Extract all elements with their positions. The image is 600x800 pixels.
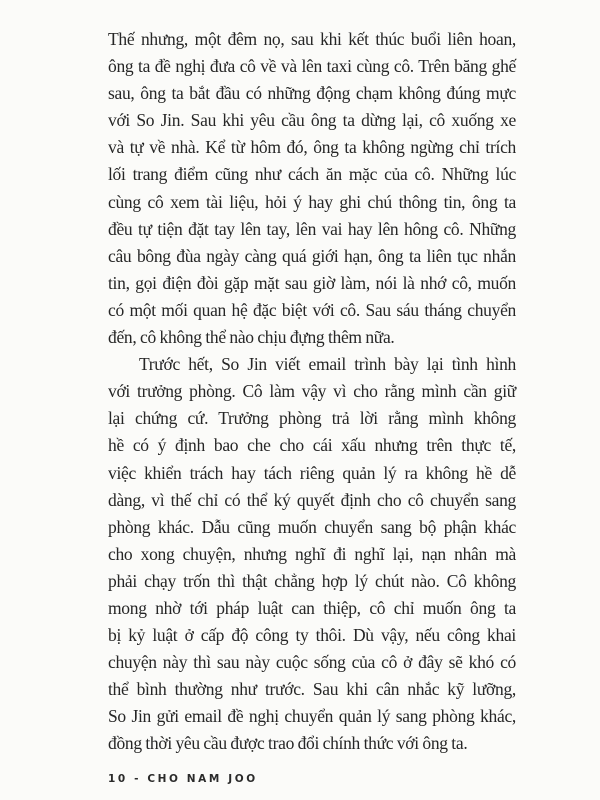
- text-line: sau, ông ta bắt đầu có những động chạm không đúng mực: [108, 83, 516, 104]
- text-line: cùng cô xem tài liệu, hỏi ý hay ghi chú thông tin, ông ta: [108, 191, 516, 212]
- text-line: với trưởng phòng. Cô làm vậy vì cho rằng mình cần giữ: [108, 381, 516, 402]
- text-line: mong nhờ tới pháp luật can thiệp, cô chỉ muốn ông ta: [108, 597, 516, 618]
- text-line: dàng, vì thế chỉ có thể ký quyết định cho cô chuyển sang: [108, 489, 516, 510]
- text-line: lại chứng cứ. Trưởng phòng trả lời rằng mình không: [108, 408, 516, 429]
- text-line: cho xong chuyện, nhưng nghĩ đi nghĩ lại, nạn nhân mà: [108, 543, 516, 564]
- text-line: đồng thời yêu cầu được trao đổi chính thức với ông ta.: [108, 733, 468, 754]
- paragraph: [108, 26, 516, 351]
- text-line: So Jin gửi email đề nghị chuyển quản lý sang phòng khác,: [108, 706, 516, 727]
- text-line: và tự về nhà. Kể từ hôm đó, ông ta không ngừng chỉ trích: [108, 137, 516, 158]
- text-line: ông ta đề nghị đưa cô về và lên taxi cùng cô. Trên băng ghế: [108, 56, 516, 77]
- text-line: hề có ý định bao che cho cái xấu nhưng trên thực tế,: [108, 435, 516, 456]
- text-line: bị kỷ luật ở cấp độ công ty thôi. Dù vậy, nếu công khai: [108, 625, 516, 646]
- author-name: CHO NAM JOO: [147, 773, 258, 785]
- text-line: với So Jin. Sau khi yêu cầu ông ta dừng lại, cô xuống xe: [108, 110, 516, 131]
- text-line: câu bông đùa ngày càng quá giới hạn, ông ta liên tục nhắn: [108, 245, 516, 266]
- text-line: đều tự tiện đặt tay lên tay, lên vai hay lên hông cô. Những: [108, 218, 516, 239]
- text-line: chuyện này thì sau này cuộc sống của cô ở đây sẽ khó có: [108, 652, 516, 673]
- text-line: lối trang điểm cũng như cách ăn mặc của cô. Những lúc: [108, 164, 516, 185]
- text-line: đến, cô không thể nào chịu đựng thêm nữa.: [108, 327, 395, 348]
- body-text: [108, 26, 516, 758]
- text-line: tin, gọi điện đòi gặp mặt sau giờ làm, nói là nhớ cô, muốn: [108, 272, 516, 293]
- text-line: thể bình thường như trước. Sau khi cân nhắc kỹ lưỡng,: [108, 679, 516, 700]
- paragraph: [108, 351, 516, 757]
- page-number: 10: [108, 773, 128, 785]
- footer-separator: -: [134, 773, 142, 785]
- page-footer: [108, 773, 258, 785]
- text-line: Trước hết, So Jin viết email trình bày lại tình hình: [139, 354, 516, 375]
- text-line: có một mối quan hệ đặc biệt với cô. Sau sáu tháng chuyển: [108, 299, 516, 320]
- text-line: phòng khác. Dẫu cũng muốn chuyển sang bộ phận khác: [108, 516, 516, 537]
- text-line: việc khiển trách hay tách riêng quản lý ra không hề dễ: [108, 462, 516, 483]
- text-line: Thế nhưng, một đêm nọ, sau khi kết thúc buổi liên hoan,: [108, 29, 516, 49]
- text-line: phải chạy trốn thì thật chẳng hợp lý chút nào. Cô không: [108, 570, 516, 591]
